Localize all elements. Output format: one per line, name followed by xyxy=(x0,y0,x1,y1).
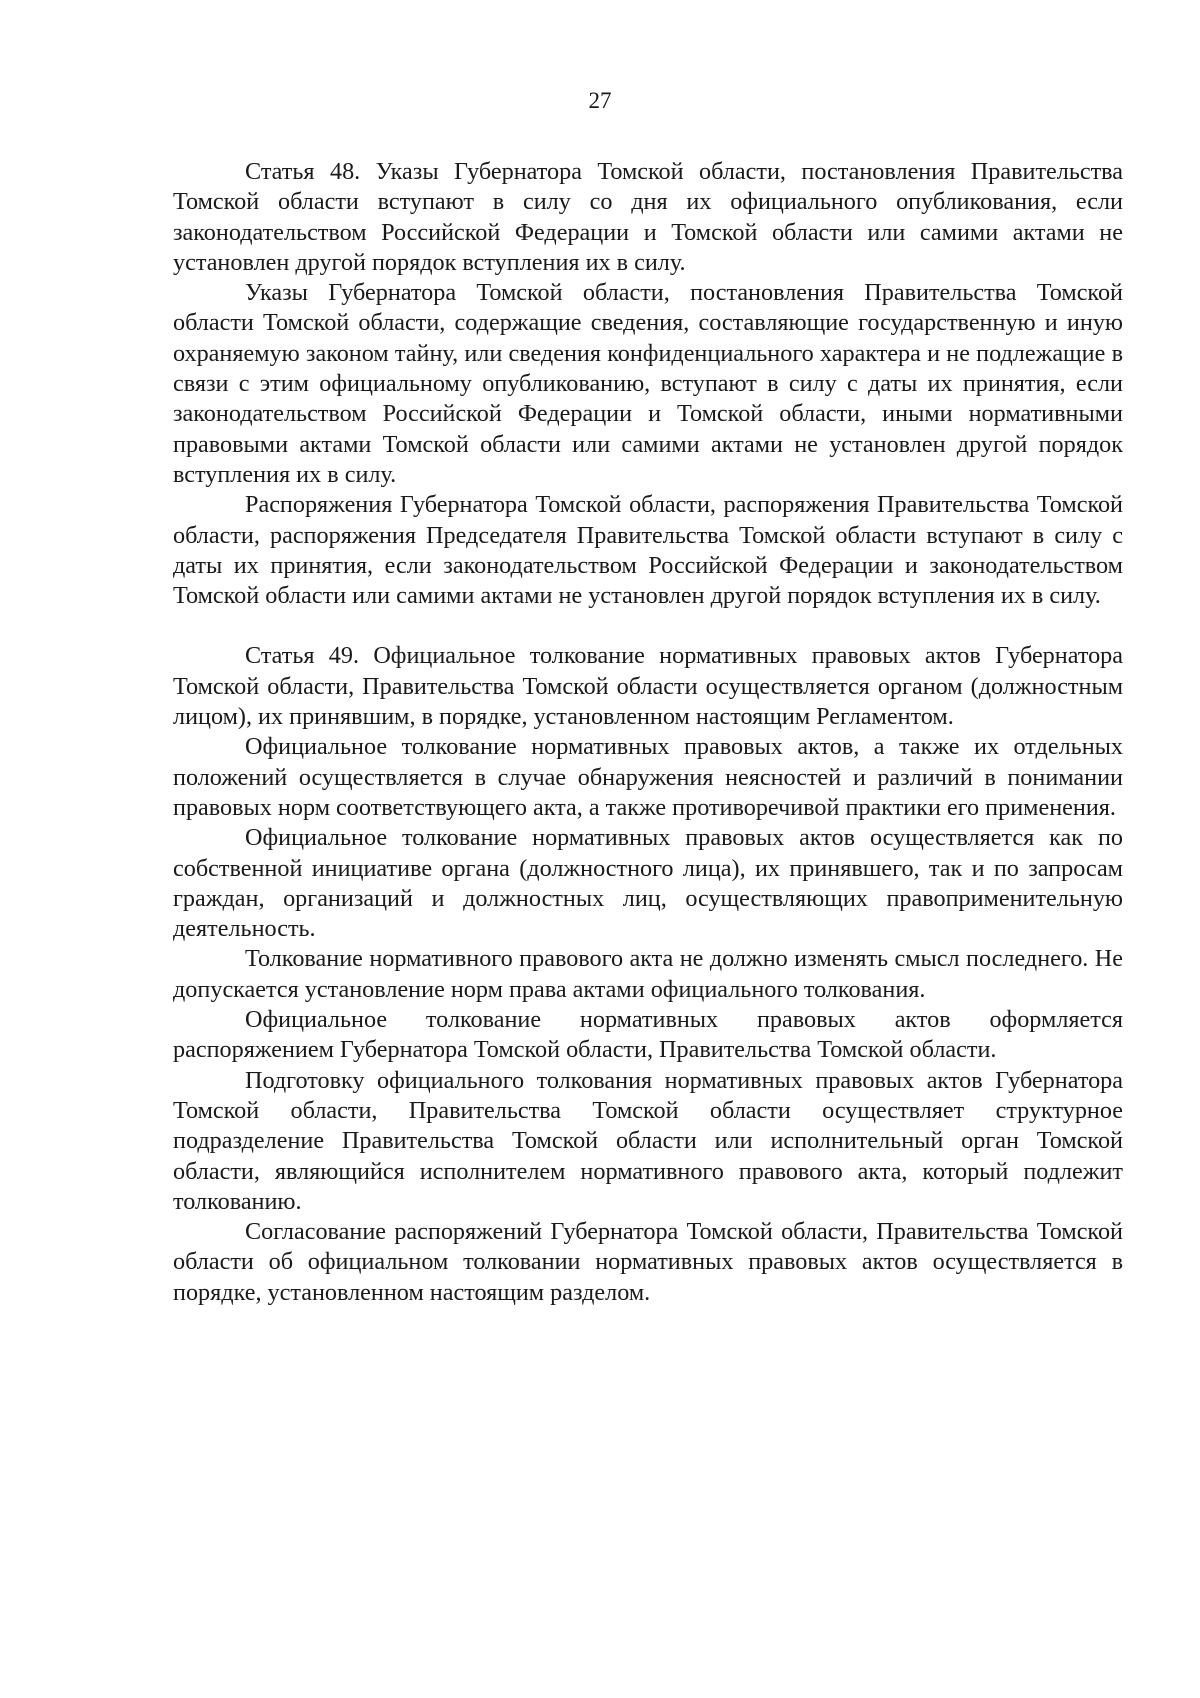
article-48-paragraph-1: Статья 48. Указы Губернатора Томской области, постановления Правительства Томской области вступают в силу со дня их официального опубликования, если законодательством Российской Федерации и Томской области или самими актами не установлен другой порядок вступления их в силу. xyxy=(173,158,1123,276)
article-49-paragraph-3: Официальное толкование нормативных правовых актов осуществляется как по собственной инициативе органа (должностного лица), их принявшего, так и по запросам граждан, организаций и должностных лиц, осуществляющих правоприменительную деятельность. xyxy=(173,824,1123,943)
article-49-paragraph-6: Подготовку официального толкования нормативных правовых актов Губернатора Томской области, Правительства Томской области осуществляет структурное подразделение Правительства Томской области или исполнительный орган Томской области, являющийся исполнителем нормативного правового акта, который подлежит толкованию. xyxy=(173,1066,1123,1215)
document-body xyxy=(173,157,1123,1308)
article-48 xyxy=(173,157,1123,611)
article-49-paragraph-4: Толкование нормативного правового акта не должно изменять смысл последнего. Не допускается установление норм права актами официального толкования. xyxy=(173,945,1123,1003)
page-number: 27 xyxy=(588,88,612,113)
article-49-paragraph-5: Официальное толкование нормативных правовых актов оформляется распоряжением Губернатора Томской области, Правительства Томской области. xyxy=(173,1006,1123,1064)
section-spacer xyxy=(173,611,1123,641)
article-49-paragraph-1: Статья 49. Официальное толкование нормативных правовых актов Губернатора Томской области, Правительства Томской области осуществляется органом (должностным лицом), их принявшим, в порядке, установленном настоящим Регламентом. xyxy=(173,642,1123,731)
article-49-paragraph-7: Согласование распоряжений Губернатора Томской области, Правительства Томской области об официальном толковании нормативных правовых актов осуществляется в порядке, установленном настоящим разделом. xyxy=(173,1218,1123,1306)
article-49 xyxy=(173,641,1123,1308)
article-48-paragraph-3: Распоряжения Губернатора Томской области, распоряжения Правительства Томской области, распоряжения Председателя Правительства Томской области вступают в силу с даты их принятия, если законодательством Российской Федерации и законодательством Томской области или самими актами не установлен другой порядок вступления их в силу. xyxy=(173,491,1123,610)
article-48-paragraph-2: Указы Губернатора Томской области, постановления Правительства Томской области Томской области, содержащие сведения, составляющие государственную и иную охраняемую законом тайну, или сведения конфиденциального характера и не подлежащие в связи с этим официальному опубликованию, вступают в силу с даты их принятия, если законодательством Российской Федерации и Томской области, иными нормативными правовыми актами Томской области или самими актами не установлен другой порядок вступления их в силу. xyxy=(173,279,1123,488)
article-49-paragraph-2: Официальное толкование нормативных правовых актов, а также их отдельных положений осуществляется в случае обнаружения неясностей и различий в понимании правовых норм соответствующего акта, а также противоречивой практики его применения. xyxy=(173,733,1123,821)
